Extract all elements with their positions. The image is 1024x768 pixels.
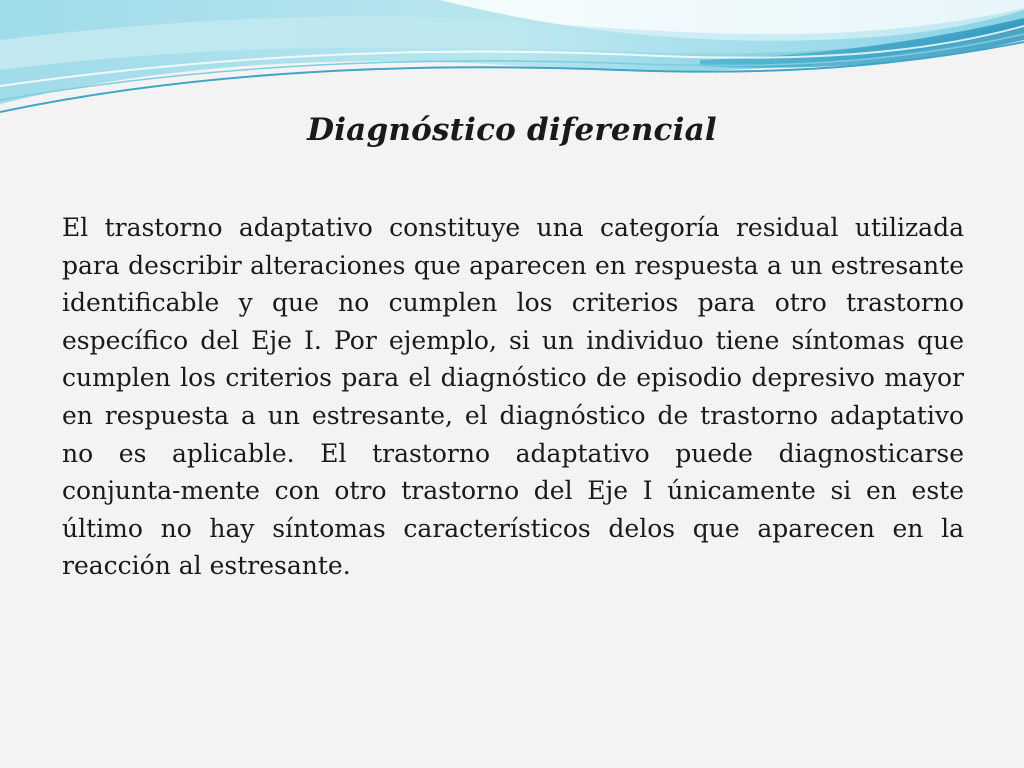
header-wave-decoration — [0, 0, 1024, 130]
slide-body-paragraph: El trastorno adaptativo constituye una categoría residual utilizada para describir alteraciones que aparecen en respuesta a un estresante identificable y que no cumplen los criterios para otro trastorno específico del Eje I. Por ejemplo, si un individuo tiene síntomas que cumplen los criterios para el diagnóstico de episodio depresivo mayor en respuesta a un estresante, el diagnóstico de trastorno adaptativo no es aplicable. El trastorno adaptativo puede diagnosticarse conjunta-mente con otro trastorno del Eje I únicamente si en este último no hay síntomas característicos delos que aparecen en la reacción al estresante. — [62, 213, 964, 581]
slide-title: Diagnóstico diferencial — [307, 112, 717, 148]
